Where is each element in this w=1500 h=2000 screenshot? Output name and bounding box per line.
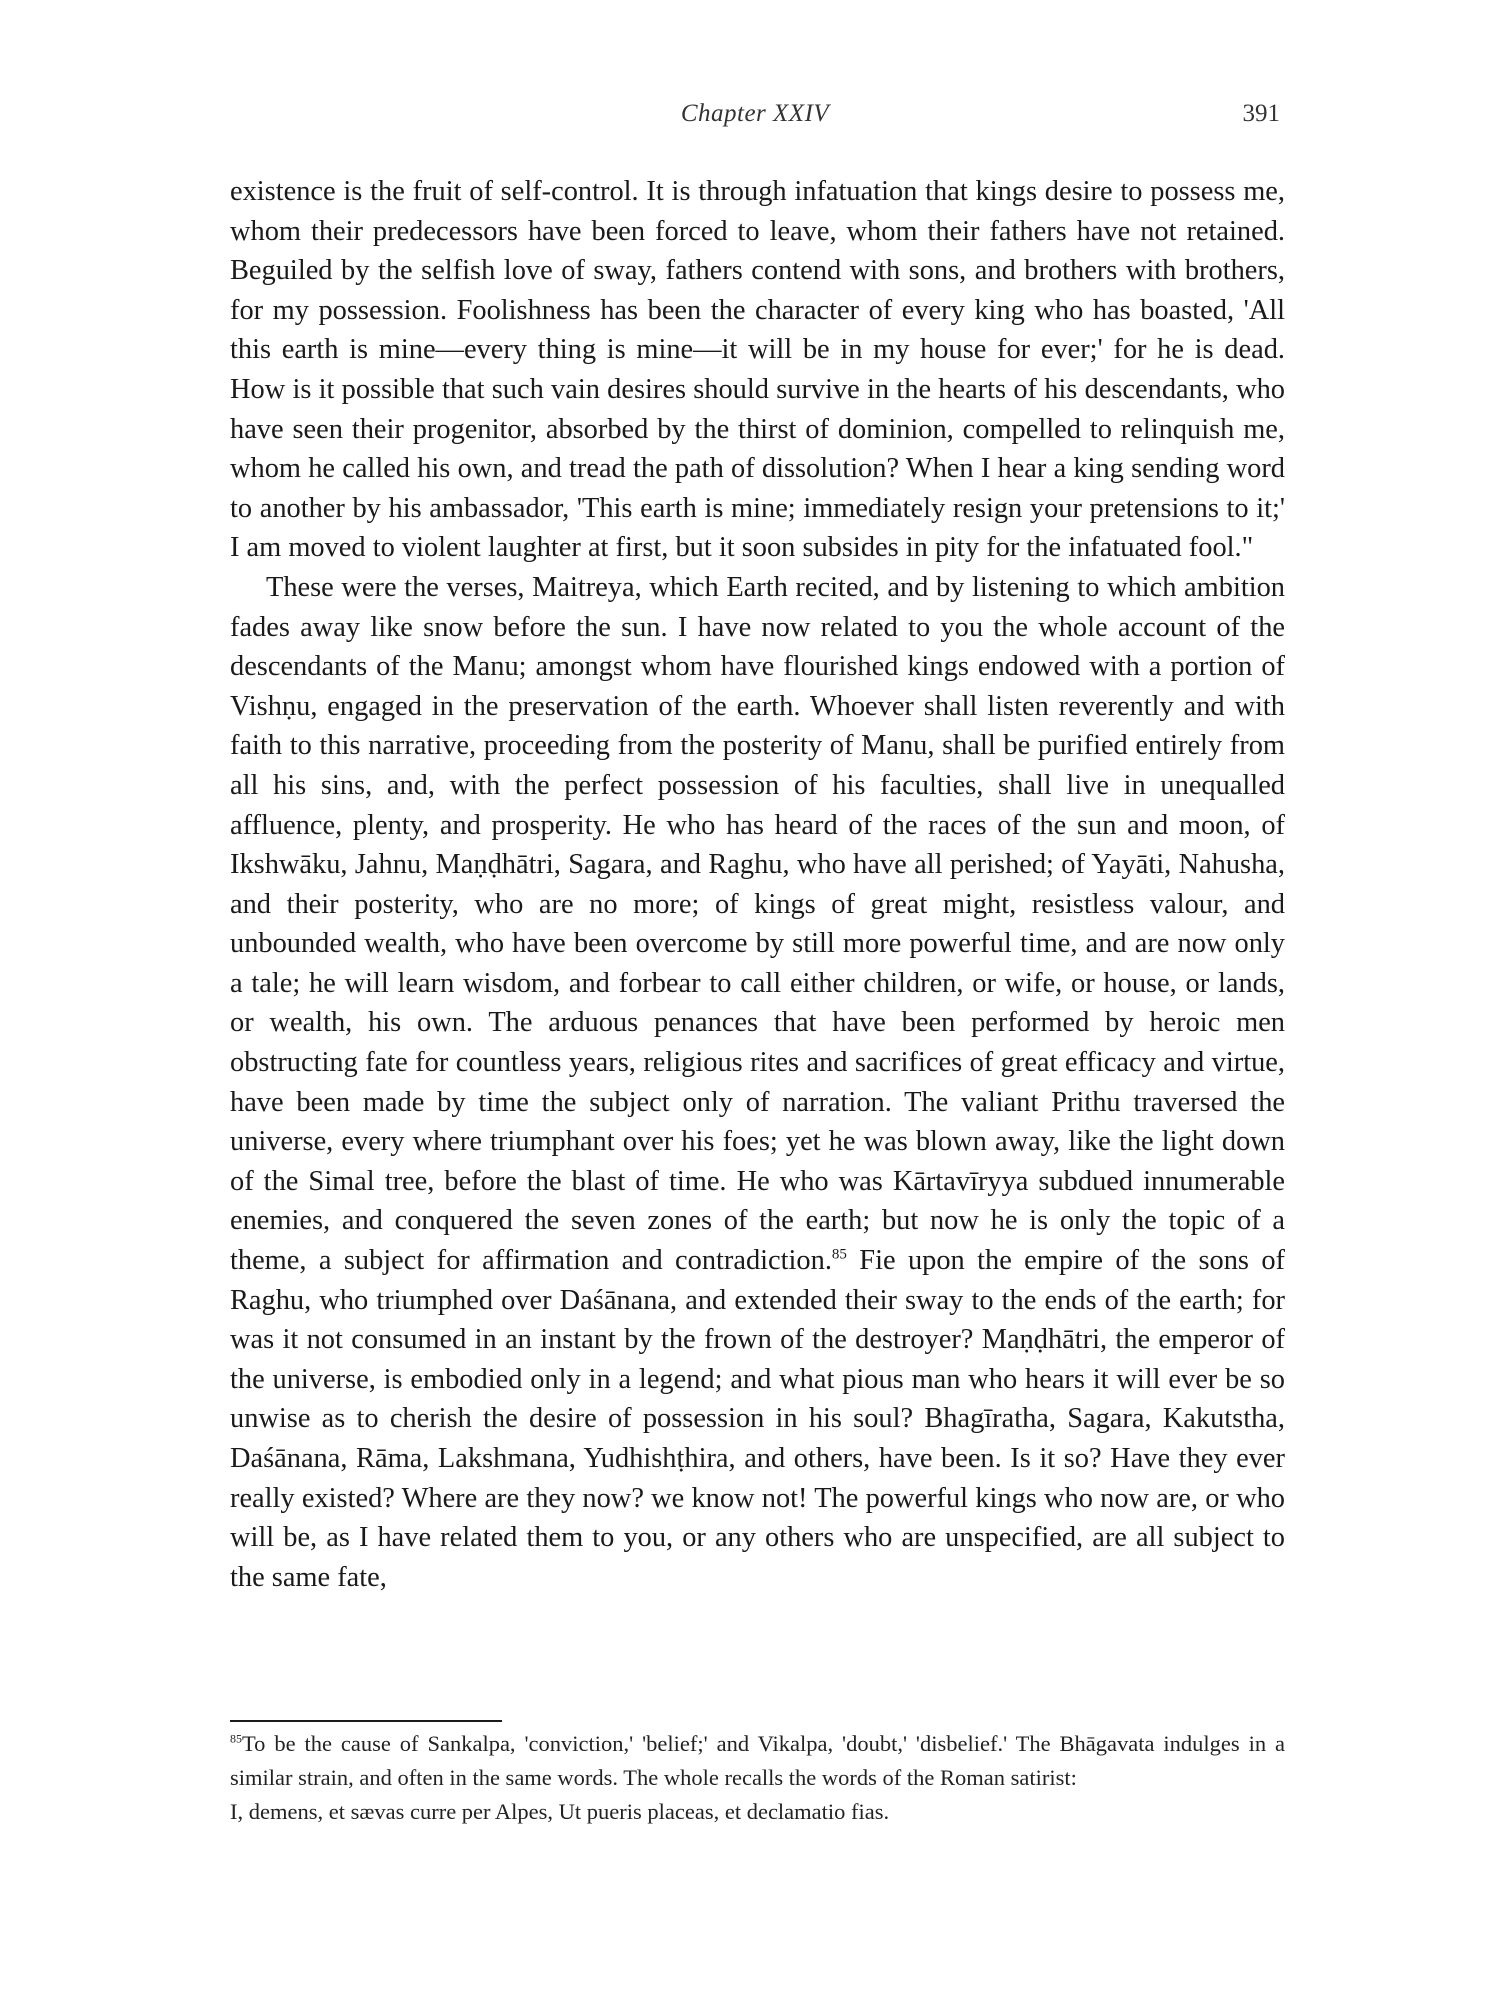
running-head bbox=[230, 100, 1280, 132]
footnotes bbox=[230, 1727, 1285, 1829]
paragraph-2-text-end: Fie upon the empire of the sons of Raghu, who triumphed over Daśānana, and extended their sway to the ends of the earth; for was it not consumed in an instant by the frown of the destroyer? Maṇḍhātri, the emperor of the universe, is embodied only in a legend; and what pious man who hears it will ever be so unwise as to cherish the desire of possession in his soul? Bhagīratha, Sagara, Kakutstha, Daśānana, Rāma, Lakshmana, Yudhishṭhira, and others, have been. Is it so? Have they ever really existed? Where are they now? we know not! The powerful kings who now are, or who will be, as I have related them to you, or any others who are unspecified, are all subject to the same fate, bbox=[230, 1245, 1285, 1593]
footnote-reference[interactable]: 85 bbox=[831, 1246, 847, 1263]
footnote-divider bbox=[230, 1720, 502, 1722]
body-text bbox=[230, 172, 1285, 1597]
page-number: 391 bbox=[1242, 100, 1280, 127]
paragraph-1 bbox=[230, 172, 1285, 568]
footnote-85 bbox=[230, 1727, 1285, 1795]
footnote-quote: I, demens, et sævas curre per Alpes, Ut pueris placeas, et declamatio fias. bbox=[230, 1799, 890, 1824]
footnote-mark: 85 bbox=[230, 1731, 242, 1746]
chapter-title: Chapter XXIV bbox=[680, 100, 830, 127]
footnote-text: To be the cause of Sankalpa, 'conviction,' 'belief;' and Vikalpa, 'doubt,' 'disbelief.' The Bhāgavata indulges in a similar strain, and often in the same words. The whole recalls the words of the Roman satirist: bbox=[230, 1731, 1285, 1790]
paragraph-1-text: existence is the fruit of self-control. It is through infatuation that kings desire to possess me, whom their predecessors have been forced to leave, whom their fathers have not retained. Beguiled by the selfish love of sway, fathers contend with sons, and brothers with brothers, for my possession. Foolishness has been the character of every king who has boasted, 'All this earth is mine—every thing is mine—it will be in my house for ever;' for he is dead. How is it possible that such vain desires should survive in the hearts of his descendants, who have seen their progenitor, absorbed by the thirst of dominion, compelled to relinquish me, whom he called his own, and tread the path of dissolution? When I hear a king sending word to another by his ambassador, 'This earth is mine; immediately resign your pretensions to it;' I am moved to violent laughter at first, but it soon subsides in pity for the infatuated fool." bbox=[230, 176, 1285, 564]
paragraph-2 bbox=[230, 568, 1285, 1597]
paragraph-2-text-start: These were the verses, Maitreya, which Earth recited, and by listening to which ambition fades away like snow before the sun. I have now related to you the whole account of the descendants of the Manu; amongst whom have flourished kings endowed with a portion of Vishṇu, engaged in the preservation of the earth. Whoever shall listen reverently and with faith to this narrative, proceeding from the posterity of Manu, shall be purified entirely from all his sins, and, with the perfect possession of his faculties, shall live in unequalled affluence, plenty, and prosperity. He who has heard of the races of the sun and moon, of Ikshwāku, Jahnu, Maṇḍhātri, Sagara, and Raghu, who have all perished; of Yayāti, Nahusha, and their posterity, who are no more; of kings of great might, resistless valour, and unbounded wealth, who have been overcome by still more powerful time, and are now only a tale; he will learn wisdom, and forbear to call either children, or wife, or house, or lands, or wealth, his own. The arduous penances that have been performed by heroic men obstructing fate for countless years, religious rites and sacrifices of great efficacy and virtue, have been made by time the subject only of narration. The valiant Prithu traversed the universe, every where triumphant over his foes; yet he was blown away, like the light down of the Simal tree, before the blast of time. He who was Kārtavīryya subdued innumerable enemies, and conquered the seven zones of the earth; but now he is only the topic of a theme, a subject for affirmation and contradiction. bbox=[230, 571, 1285, 1277]
